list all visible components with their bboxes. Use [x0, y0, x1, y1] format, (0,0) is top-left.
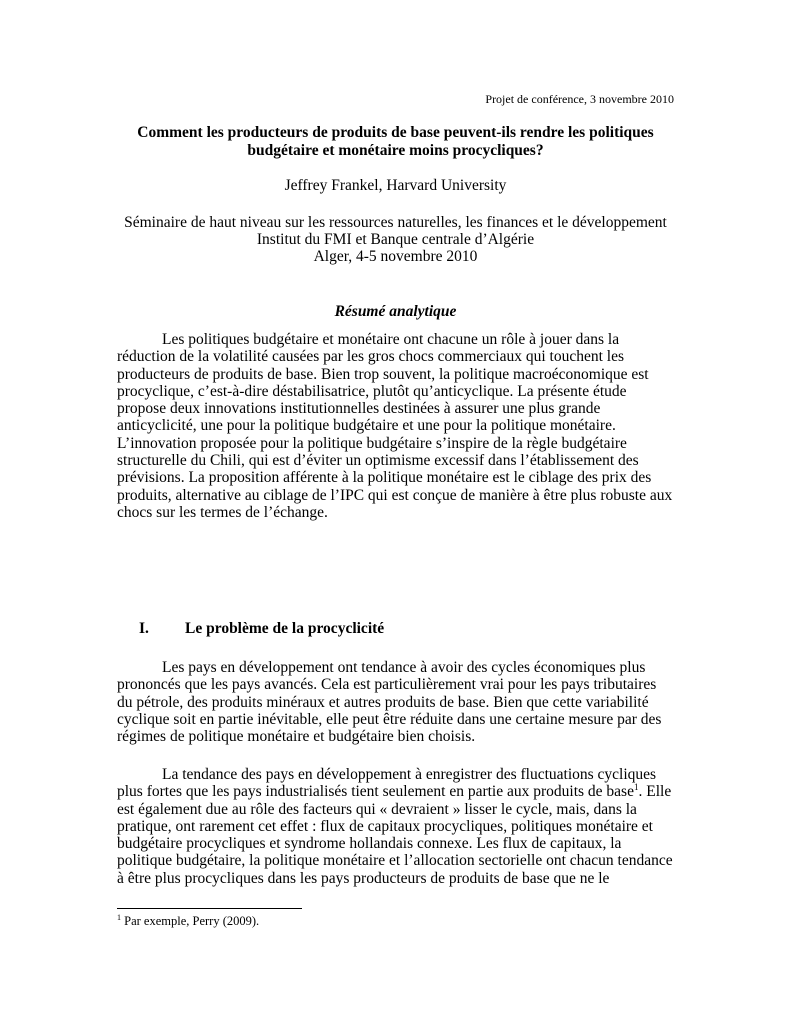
- footnote-reference[interactable]: 1: [633, 782, 639, 793]
- section-title: Le problème de la procyclicité: [185, 620, 385, 637]
- section-number: I.: [139, 620, 149, 637]
- footnote: [117, 914, 259, 929]
- section-heading: [139, 620, 384, 638]
- author-line: Jeffrey Frankel, Harvard University: [284, 177, 507, 194]
- body-paragraph-1: Les pays en développement ont tendance à avoir des cycles économiques plus prononcés que les pays avancés. Cela est particulièrement vrai pour les pays tributaires du pétrole, des produits minéraux et autres produits de base. Bien que cette variabilité cyclique soit en partie inévitable, elle peut être réduite dans une certaine mesure par des régimes de politique monétaire et budgétaire bien choisis.: [117, 659, 662, 746]
- document-title: Comment les producteurs de produits de base peuvent-ils rendre les politiques budgétaire et monétaire moins procycliques?: [137, 124, 654, 159]
- footnote-separator: [117, 908, 302, 909]
- institute-line: Institut du FMI et Banque centrale d’Algérie: [256, 231, 535, 248]
- abstract-heading: Résumé analytique: [334, 303, 457, 320]
- footnote-number: 1: [117, 912, 121, 922]
- draft-date-note: Projet de conférence, 3 novembre 2010: [485, 92, 674, 106]
- footnote-text: Par exemple, Perry (2009).: [121, 914, 260, 928]
- seminar-line: Séminaire de haut niveau sur les ressources naturelles, les finances et le développement: [124, 214, 667, 231]
- body-paragraph-2: [117, 766, 675, 887]
- place-date-line: Alger, 4-5 novembre 2010: [313, 248, 478, 265]
- paragraph-text-end: . Elle est également due au rôle des facteurs qui « devraient » lisser le cycle, mais, dans la pratique, ont rarement cet effet : flux de capitaux procycliques, politiques monétaire et budgétaire procycliques et syndrome hollandais connexe. Les flux de capitaux, la politique budgétaire, la politique monétaire et l’allocation sectorielle ont chacun tendance à être plus procycliques dans les pays producteurs de produits de base que ne le: [117, 783, 673, 887]
- abstract-paragraph: Les politiques budgétaire et monétaire ont chacune un rôle à jouer dans la réduction de la volatilité causées par les gros chocs commerciaux qui touchent les producteurs de produits de base. Bien trop souvent, la politique macroéconomique est procyclique, c’est-à-dire déstabilisatrice, plutôt qu’anticyclique. La présente étude propose deux innovations institutionnelles destinées à assurer une plus grande anticyclicité, une pour la politique budgétaire et une pour la politique monétaire. L’innovation proposée pour la politique budgétaire s’inspire de la règle budgétaire structurelle du Chili, qui est d’éviter un optimisme excessif dans l’établissement des prévisions. La proposition afférente à la politique monétaire est le ciblage des prix des produits, alternative au ciblage de l’IPC qui est conçue de manière à être plus robuste aux chocs sur les termes de l’échange.: [117, 331, 673, 521]
- paragraph-text-start: La tendance des pays en développement à enregistrer des fluctuations cycliques plus fortes que les pays industrialisés tient seulement en partie aux produits de base: [117, 766, 657, 801]
